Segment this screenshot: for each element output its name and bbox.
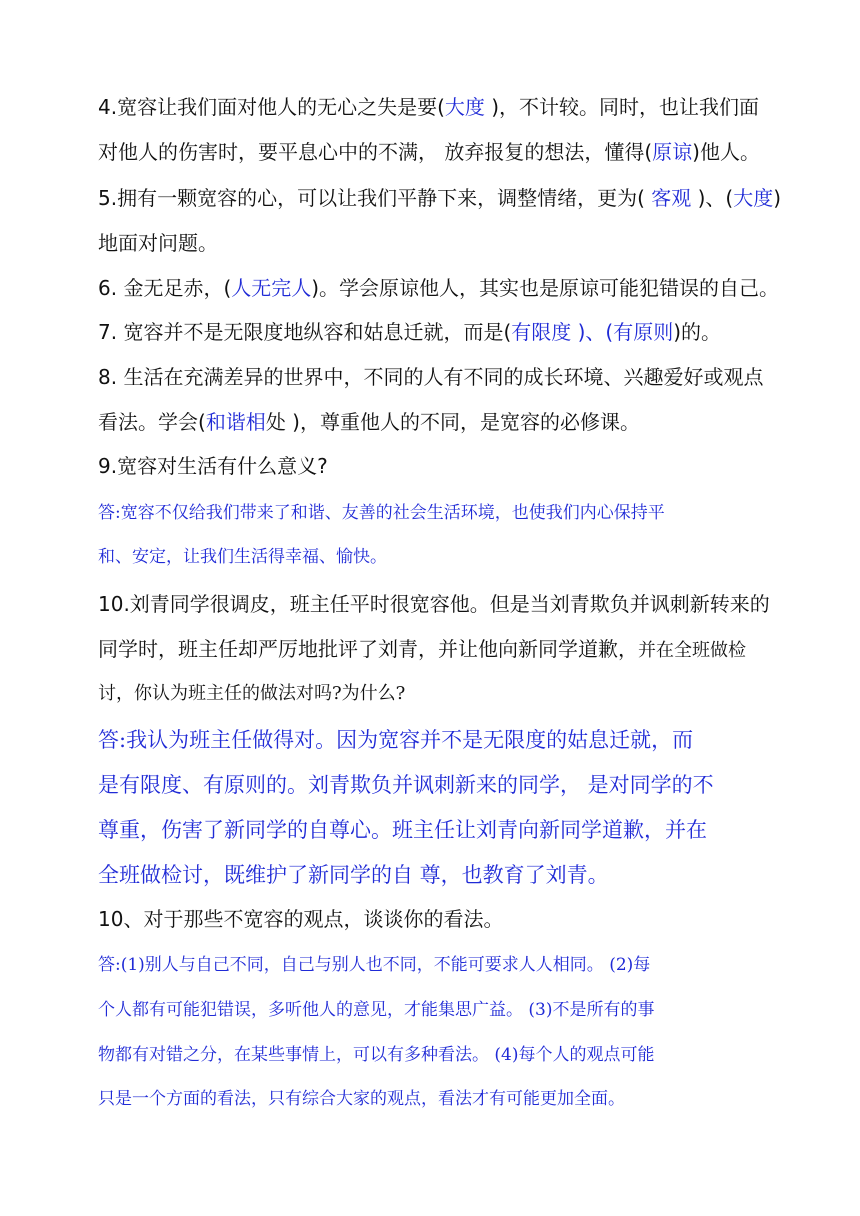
q8-line-2 <box>98 408 640 436</box>
q5-text: )、( <box>691 186 734 210</box>
q5-line-2: 地面对问题。 <box>98 231 218 255</box>
q5-line-1 <box>98 184 781 212</box>
q4-text: )他人。 <box>692 140 760 164</box>
q4-line-1 <box>98 93 759 121</box>
q4-text: 对他人的伤害时，要平息心中的不满， 放弃报复的想法，懂得( <box>98 140 653 164</box>
q9-question: 9.宽容对生活有什么意义? <box>98 454 328 478</box>
q10a-text-serif: 并在全班做检 <box>638 640 746 661</box>
q4-answer-2: 原谅 <box>652 140 693 164</box>
q4-text: )，不计较。同时，也让我们面 <box>484 95 760 119</box>
q10b-answer-line-1: 答:(1)别人与自己不同，自己与别人也不同，不能可要求人人相同。 (2)每 <box>98 955 651 975</box>
q9-answer-line-2: 和、安定，让我们生活得幸福、愉快。 <box>98 547 387 567</box>
q4-text: 4.宽容让我们面对他人的无心之失是要( <box>98 95 445 119</box>
q10a-line-1: 10.刘青同学很调皮，班主任平时很宽容他。但是当刘青欺负并讽刺新转来的 <box>98 592 770 616</box>
q6-answer: 人无完人 <box>231 276 312 300</box>
q10a-line-3: 讨，你认为班主任的做法对吗?为什么? <box>98 683 406 704</box>
q10a-answer-line-1: 答:我认为班主任做得对。因为宽容并不是无限度的姑息迁就，而 <box>98 728 694 752</box>
q7-answer: 有限度 )、(有原则 <box>511 320 674 344</box>
q10b-answer-line-2: 个人都有可能犯错误，多听他人的意见，才能集思广益。 (3)不是所有的事 <box>98 1000 655 1020</box>
q8-line-1: 8. 生活在充满差异的世界中，不同的人有不同的成长环境、兴趣爱好或观点 <box>98 365 764 389</box>
q10b-answer-line-3: 物都有对错之分，在某些事情上，可以有多种看法。 (4)每个人的观点可能 <box>98 1045 655 1065</box>
q10a-answer-line-2: 是有限度、有原则的。刘青欺负并讽刺新来的同学， 是对同学的不 <box>98 773 714 797</box>
q8-text: 看法。学会( <box>98 410 206 434</box>
q10a-line-2 <box>98 635 746 665</box>
q8-answer: 和谐相 <box>205 410 266 434</box>
q10b-question: 10、对于那些不宽容的观点，谈谈你的看法。 <box>98 907 504 931</box>
q9-answer-line-1: 答:宽容不仅给我们带来了和谐、友善的社会生活环境，也使我们内心保持平 <box>98 503 665 523</box>
q10b-answer-line-4: 只是一个方面的看法，只有综合大家的观点，看法才有可能更加全面。 <box>98 1089 625 1109</box>
q6-line <box>98 274 779 302</box>
q7-line <box>98 318 721 346</box>
q4-answer-1: 大度 <box>444 95 485 119</box>
q4-line-2 <box>98 138 760 166</box>
q10a-answer-line-4: 全班做检讨，既维护了新同学的自 尊，也教育了刘青。 <box>98 863 609 887</box>
q7-text: 7. 宽容并不是无限度地纵容和姑息迁就，而是( <box>98 320 512 344</box>
q8-text: 处 )，尊重他人的不同，是宽容的必修课。 <box>265 410 640 434</box>
q6-text: )。学会原谅他人，其实也是原谅可能犯错误的自己。 <box>311 276 780 300</box>
q6-text: 6. 金无足赤，( <box>98 276 232 300</box>
q5-answer-1: 客观 <box>651 186 692 210</box>
q5-text: 5.拥有一颗宽容的心，可以让我们平静下来，调整情绪，更为( <box>98 186 652 210</box>
q5-text: ) <box>773 186 782 210</box>
q7-text: )的。 <box>673 320 722 344</box>
q10a-text: 同学时，班主任却严厉地批评了刘青，并让他向新同学道歉， <box>98 637 638 661</box>
q10a-answer-line-3: 尊重，伤害了新同学的自尊心。班主任让刘青向新同学道歉，并在 <box>98 818 707 842</box>
q5-answer-2: 大度 <box>733 186 774 210</box>
